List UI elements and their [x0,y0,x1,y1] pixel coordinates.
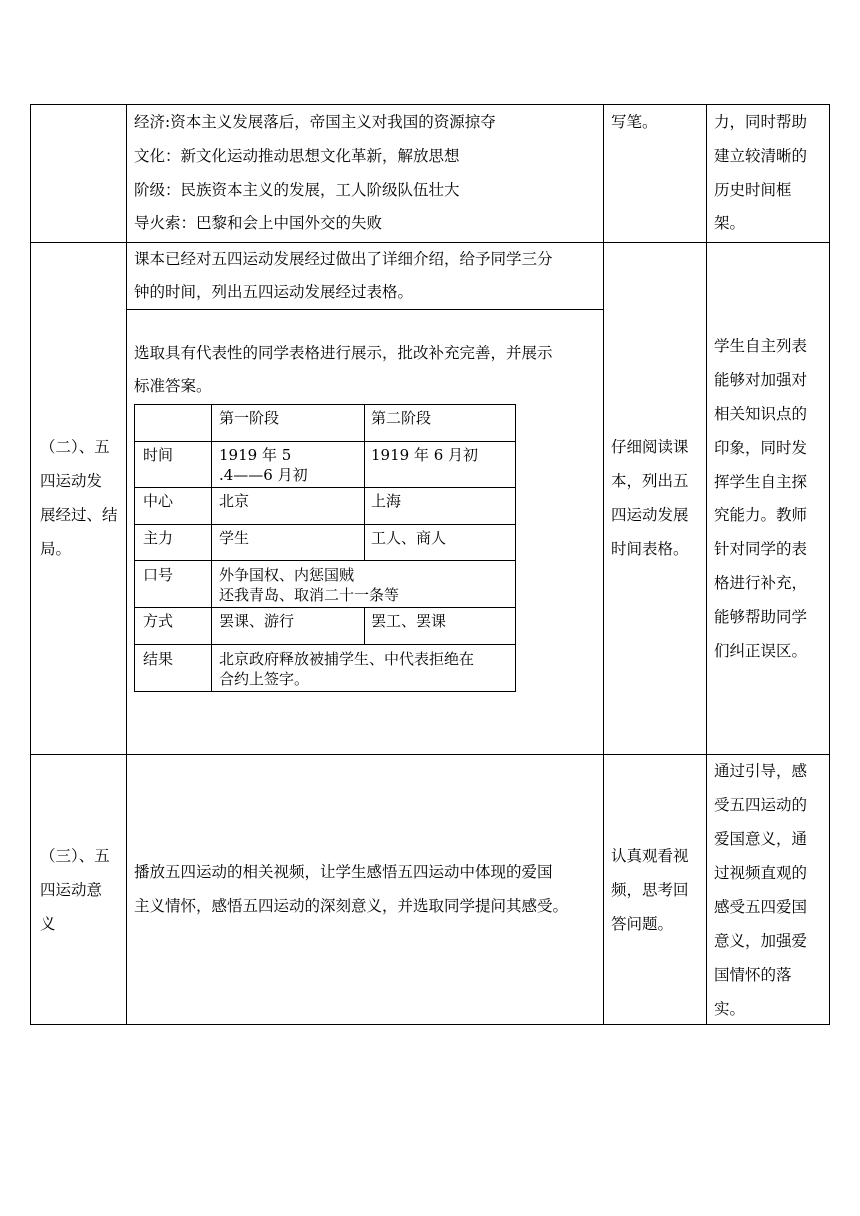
row2-stage-line: 局。 [40,540,72,558]
row3-student-line: 答问题。 [611,915,674,933]
row3-purpose-line: 受五四运动的 [714,796,808,814]
inner-line [134,607,515,608]
row2-purpose-line: 能够帮助同学 [714,608,808,626]
inner-line [364,607,365,645]
table-border-top [30,104,830,105]
row3-content-line: 播放五四运动的相关视频，让学生感悟五四运动中体现的爱国 [134,863,553,881]
inner-row-label: 主力 [143,529,174,547]
row1-purpose-line: 力，同时帮助 [714,113,808,131]
inner-row-label: 时间 [143,446,174,464]
inner-cell: 学生 [219,529,250,547]
row1-purpose-line: 建立较清晰的 [714,147,808,165]
table-border-bottom [30,1024,830,1025]
row3-stage-line: 四运动意 [40,881,103,899]
row2-purpose-line: 们纠正误区。 [714,642,808,660]
row2-stage-line: 展经过、结 [40,506,118,524]
row2-purpose-line: 针对同学的表 [714,540,808,558]
row2-content-top-line: 钟的时间，列出五四运动发展经过表格。 [134,283,414,301]
inner-line [134,524,515,525]
table-col-divider-3 [706,104,707,1025]
table-border-row2-bottom [30,754,830,755]
table-border-row2-inner [126,309,604,310]
inner-line [134,560,515,561]
inner-cell: 合约上签字。 [219,670,310,688]
row2-student-line: 仔细阅读课 [611,438,689,456]
row3-stage-line: （三）、五 [40,847,110,865]
inner-cell: .4——6 月初 [219,466,308,484]
row1-student-line: 写笔。 [611,113,658,131]
inner-cell: 罢工、罢课 [371,612,447,630]
row2-content-mid-line: 标准答案。 [134,377,212,395]
row2-purpose-line: 学生自主列表 [714,337,808,355]
row1-content-line: 导火索：巴黎和会上中国外交的失败 [134,214,383,232]
row2-student-line: 时间表格。 [611,540,689,558]
row1-content-line: 文化：新文化运动推动思想文化革新，解放思想 [134,147,460,165]
row2-purpose-line: 印象，同时发 [714,439,808,457]
table-border-right [829,104,830,1025]
inner-line [211,404,212,692]
row3-student-line: 频，思考回 [611,881,689,899]
row1-content-line: 阶级：民族资本主义的发展，工人阶级队伍壮大 [134,181,460,199]
row2-stage-line: （二）、五 [40,438,110,456]
row3-student-line: 认真观看视 [611,847,689,865]
inner-line [134,404,515,405]
inner-cell: 1919 年 6 月初 [371,446,479,464]
inner-cell: 北京 [219,492,250,510]
table-col-divider-1 [126,104,127,1025]
inner-line [134,644,515,645]
inner-row-label: 结果 [143,650,174,668]
row2-stage-line: 四运动发 [40,472,103,490]
inner-line [515,404,516,692]
inner-line [134,441,515,442]
row3-purpose-line: 国情怀的落 [714,966,792,984]
row3-purpose-line: 感受五四爱国 [714,898,808,916]
inner-cell: 罢课、游行 [219,612,295,630]
inner-cell: 1919 年 5 [219,446,292,464]
row1-content-line: 经济:资本主义发展落后，帝国主义对我国的资源掠夺 [134,113,496,131]
row3-purpose-line: 过视频直观的 [714,864,808,882]
row2-purpose-line: 究能力。教师 [714,506,808,524]
inner-cell: 外争国权、内惩国贼 [219,566,355,584]
row3-purpose-line: 实。 [714,1000,746,1018]
table-col-divider-2 [603,104,604,1025]
inner-cell: 还我青岛、取消二十一条等 [219,586,400,604]
row2-student-line: 四运动发展 [611,506,689,524]
inner-line [134,691,515,692]
row2-purpose-line: 能够对加强对 [714,371,808,389]
row2-content-mid-line: 选取具有代表性的同学表格进行展示，批改补充完善，并展示 [134,344,553,362]
row2-content-top-line: 课本已经对五四运动发展经过做出了详细介绍，给予同学三分 [134,250,553,268]
row3-content-line: 主义情怀，感悟五四运动的深刻意义，并选取同学提问其感受。 [134,897,569,915]
inner-line [364,404,365,561]
inner-line [134,487,515,488]
inner-header-stage1: 第一阶段 [219,409,280,427]
table-border-left [30,104,31,1025]
row3-stage-line: 义 [40,915,56,933]
row1-purpose-line: 架。 [714,214,746,232]
row2-purpose-line: 格进行补充， [714,574,808,592]
inner-cell: 工人、商人 [371,529,447,547]
row3-purpose-line: 意义，加强爱 [714,932,808,950]
row1-purpose-line: 历史时间框 [714,181,792,199]
inner-row-label: 方式 [143,612,174,630]
inner-line [134,404,135,692]
row3-purpose-line: 爱国意义，通 [714,830,808,848]
row2-student-line: 本，列出五 [611,472,689,490]
inner-cell: 北京政府释放被捕学生、中代表拒绝在 [219,650,475,668]
row2-purpose-line: 挥学生自主探 [714,473,808,491]
row2-purpose-line: 相关知识点的 [714,405,808,423]
inner-row-label: 口号 [143,566,174,584]
table-border-row1-bottom [30,242,830,243]
inner-header-stage2: 第二阶段 [371,409,432,427]
inner-cell: 上海 [371,492,402,510]
row3-purpose-line: 通过引导，感 [714,762,808,780]
inner-row-label: 中心 [143,492,174,510]
